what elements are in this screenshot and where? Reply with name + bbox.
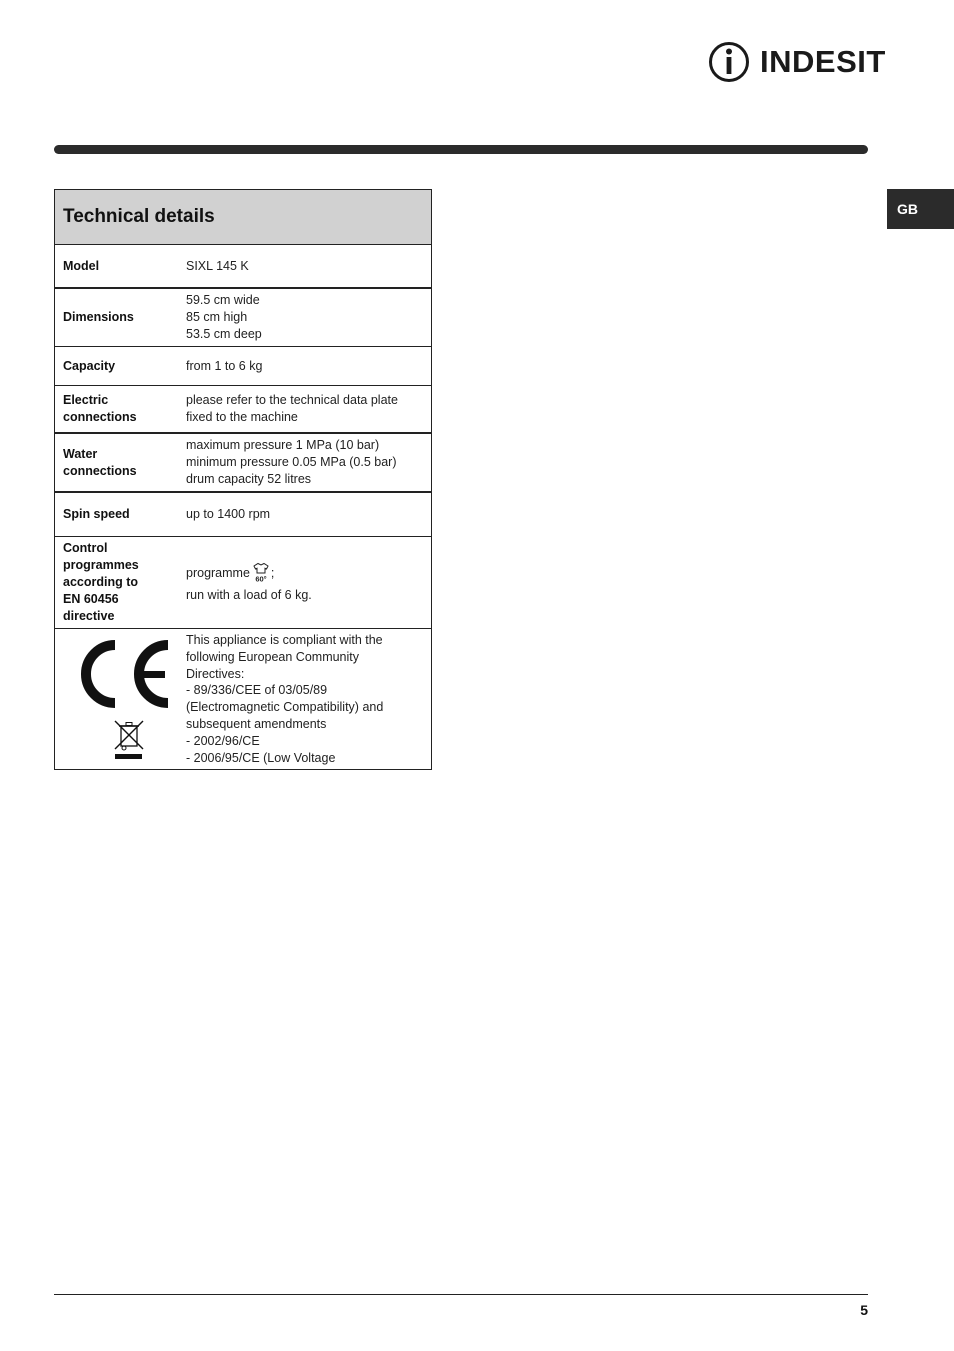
row-label: Capacity (63, 358, 116, 373)
row-water-connections (55, 434, 431, 493)
value-line: from 1 to 6 kg (186, 358, 263, 373)
row-value (186, 289, 431, 346)
compliance-icons (55, 629, 186, 769)
indesit-logo (708, 40, 886, 84)
weee-crossed-bin-icon (112, 719, 146, 761)
row-model (55, 245, 431, 289)
value-line: 85 cm high (186, 310, 248, 325)
label-line: connections (63, 410, 137, 424)
value-line: - 2002/96/CE (186, 733, 260, 748)
programme-text: programme (186, 565, 250, 580)
row-electric-connections (55, 386, 431, 434)
programme-temp-label: 60° (255, 574, 267, 582)
cotton-programme-icon (251, 562, 271, 587)
row-value (186, 347, 431, 385)
technical-details-table (54, 189, 432, 770)
label-line: directive (63, 609, 115, 623)
row-spin-speed (55, 493, 431, 537)
row-capacity (55, 347, 431, 386)
row-value (186, 493, 431, 536)
row-label (55, 537, 186, 628)
value-line: run with a load of 6 kg. (186, 587, 312, 602)
row-compliance (55, 629, 431, 770)
value-line: up to 1400 rpm (186, 507, 271, 522)
header-divider-bar (54, 145, 868, 154)
row-control-programmes (55, 537, 431, 629)
brand-name: INDESIT (760, 44, 886, 79)
value-line: - 89/336/CEE of 03/05/89 (186, 683, 328, 698)
value-line: fixed to the machine (186, 410, 298, 424)
value-line: 59.5 cm wide (186, 293, 260, 308)
value-line: (Electromagnetic Compatibility) and (186, 700, 384, 715)
row-value (186, 434, 431, 491)
row-value (186, 245, 431, 287)
ce-mark-icon (77, 637, 173, 711)
row-label: Spin speed (63, 507, 130, 521)
label-line: according to (63, 575, 139, 589)
value-line: minimum pressure 0.05 MPa (0.5 bar) (186, 455, 397, 470)
row-dimensions (55, 289, 431, 347)
label-line: Control (63, 541, 108, 555)
row-label: Model (63, 258, 100, 273)
compliance-text (186, 629, 431, 769)
row-label (55, 434, 186, 491)
value-line: subsequent amendments (186, 716, 327, 731)
programme-line (186, 562, 425, 587)
value-line: maximum pressure 1 MPa (10 bar) (186, 438, 380, 453)
value-line: please refer to the technical data plate (186, 393, 398, 408)
value-line: drum capacity 52 litres (186, 471, 312, 486)
row-value (186, 537, 431, 628)
label-line: Electric (63, 393, 109, 407)
label-line: connections (63, 463, 137, 478)
section-title: Technical details (55, 189, 431, 245)
page-number: 5 (860, 1302, 868, 1318)
row-value (186, 386, 431, 432)
value-line: following European Community (186, 649, 360, 664)
value-line: - 2006/95/CE (Low Voltage (186, 750, 336, 765)
programme-suffix: ; (270, 565, 275, 580)
language-tab: GB (887, 189, 954, 229)
label-line: EN 60456 (63, 592, 119, 606)
value-line: Directives: (186, 666, 245, 681)
indesit-i-circle-icon (708, 40, 752, 84)
value-line: SIXL 145 K (186, 258, 249, 273)
value-line: This appliance is compliant with the (186, 633, 383, 647)
footer-divider (54, 1294, 868, 1295)
value-line: 53.5 cm deep (186, 326, 262, 341)
label-line: Water (63, 446, 98, 461)
label-line: programmes (63, 558, 139, 572)
row-label (55, 386, 186, 432)
row-label: Dimensions (63, 310, 134, 324)
